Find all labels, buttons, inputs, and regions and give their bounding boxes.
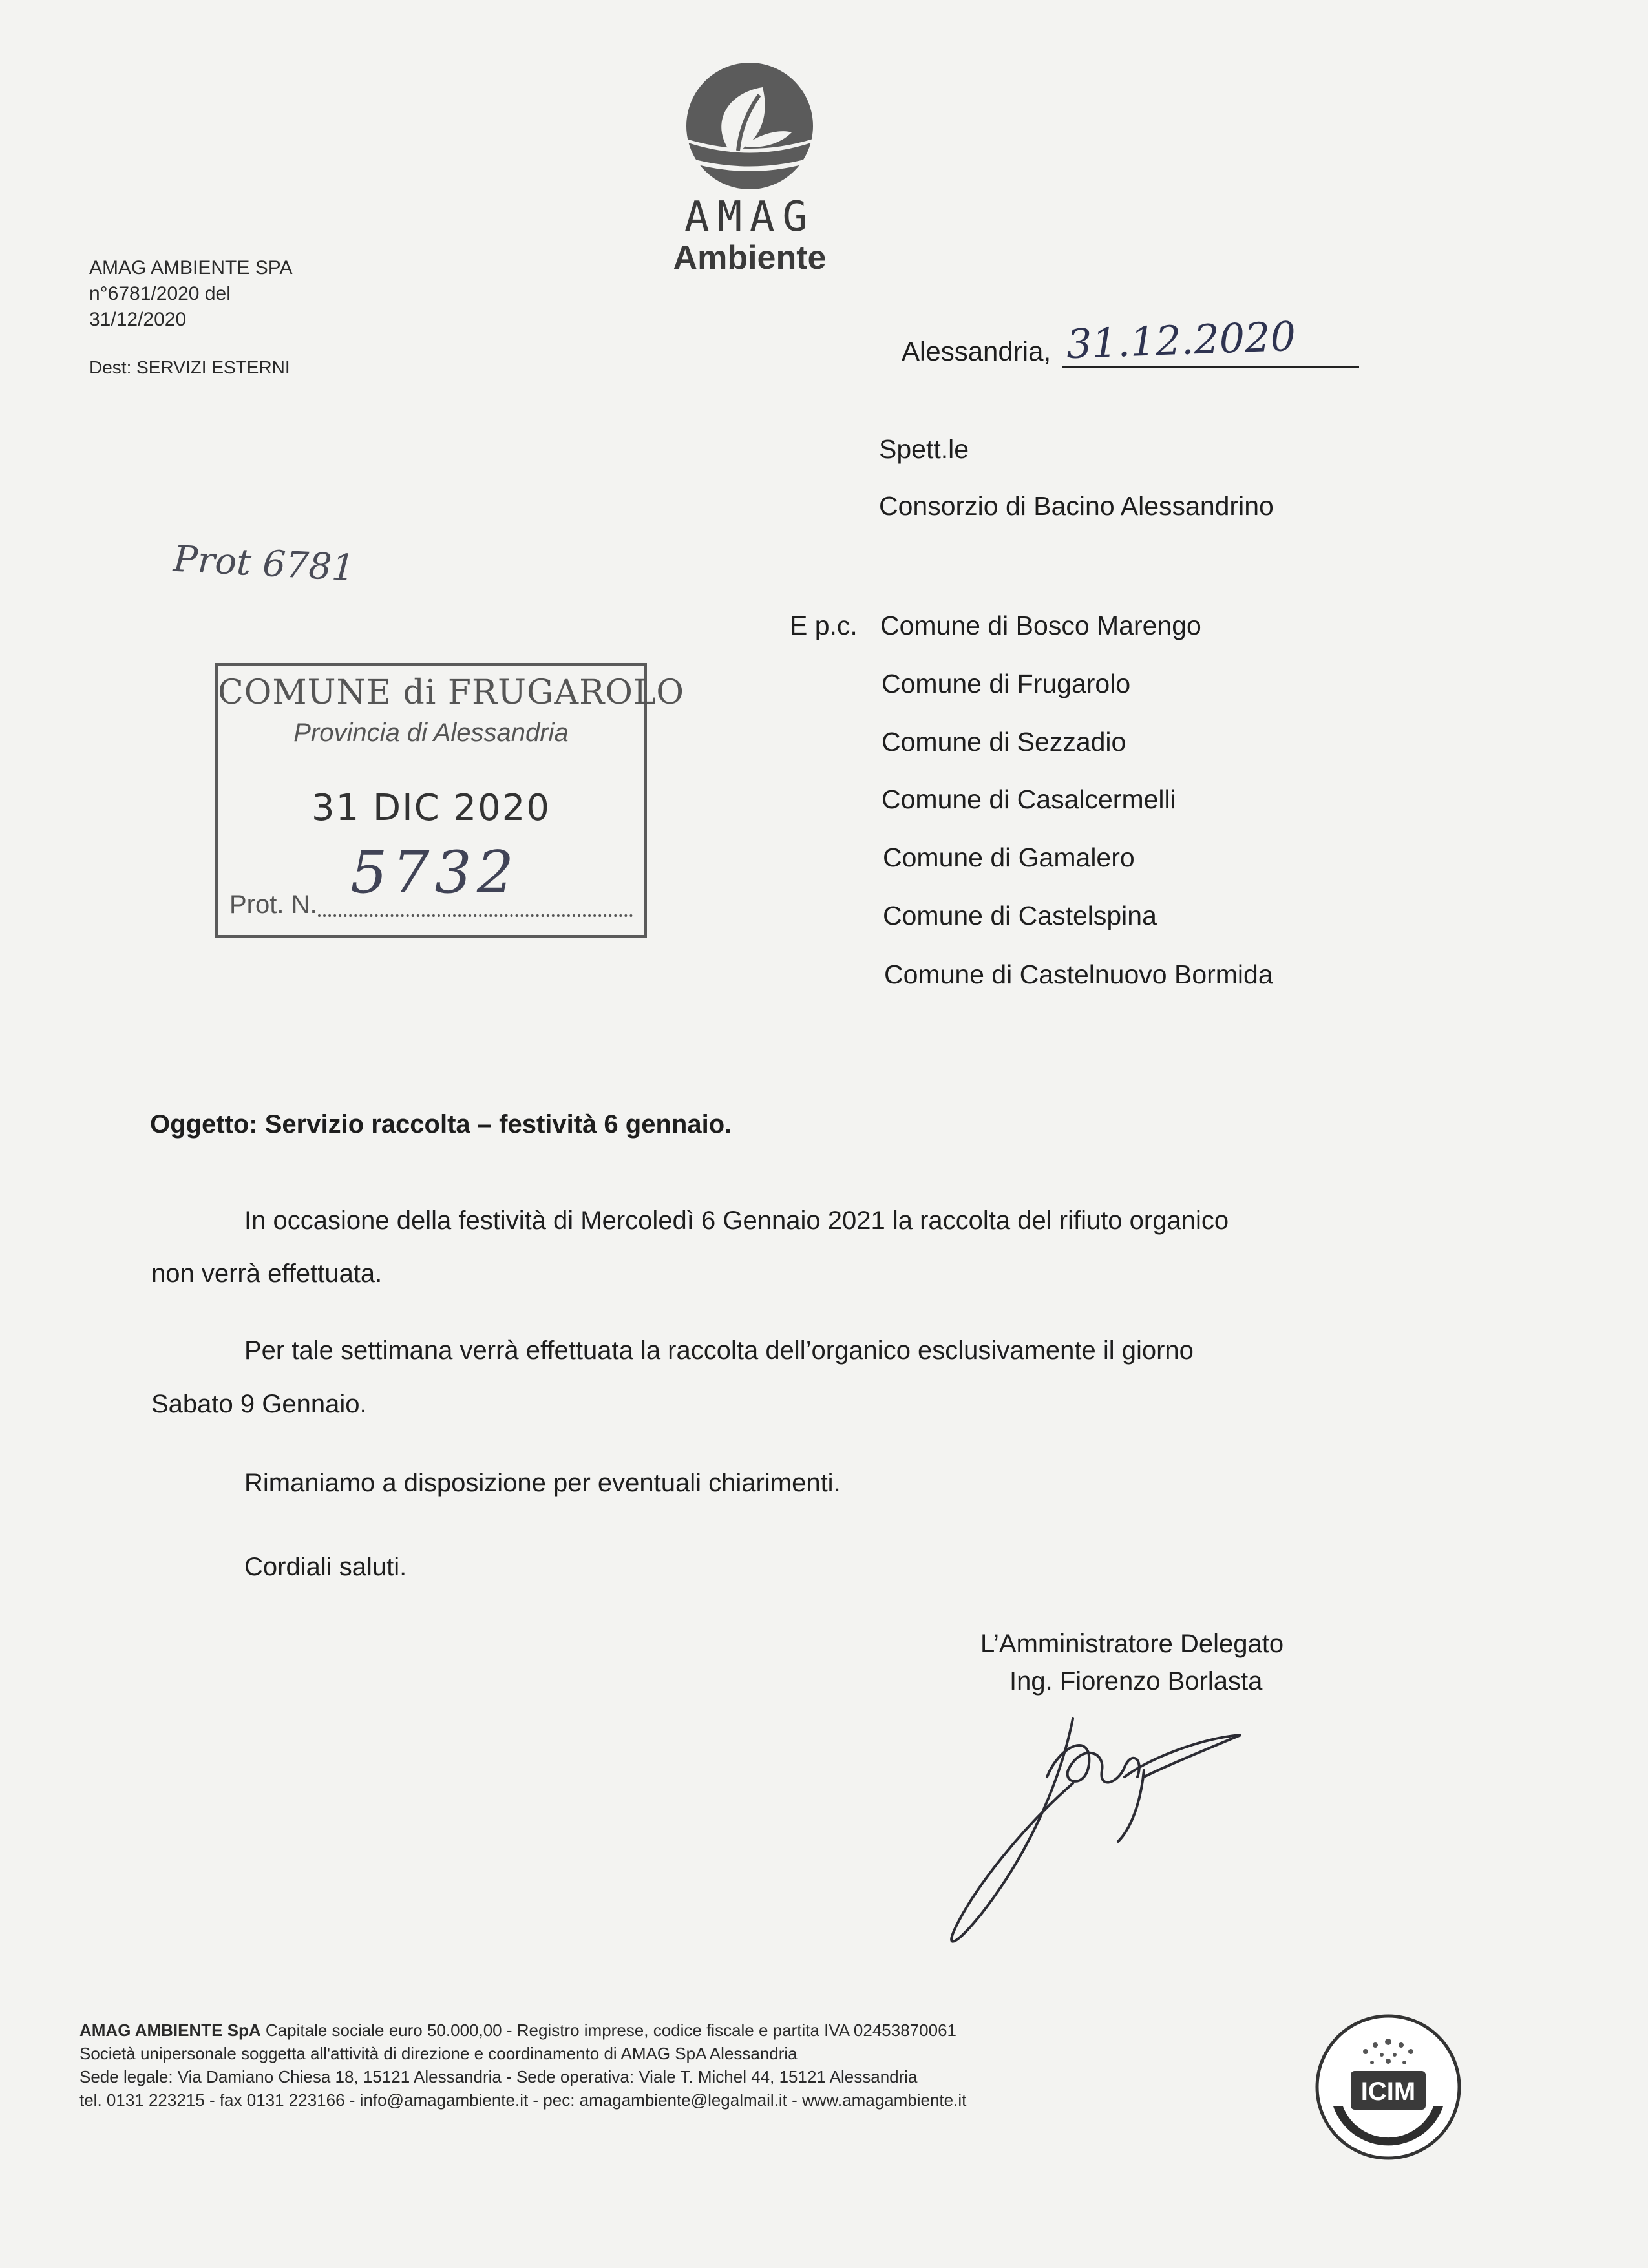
cc-recipient: Comune di Bosco Marengo <box>880 611 1201 640</box>
stamp-dotted-line <box>318 914 633 917</box>
handwritten-date: 31.12.2020 <box>1065 312 1297 368</box>
recipient-office: Dest: SERVIZI ESTERNI <box>89 357 290 377</box>
footer-company: AMAG AMBIENTE SpA <box>79 2021 261 2040</box>
closing: Cordiali saluti. <box>244 1553 407 1581</box>
company-logo <box>659 61 840 276</box>
footer-line-2: Società unipersonale soggetta all'attività di direzione e coordinamento di AMAG SpA Alessandria <box>79 2044 798 2063</box>
cert-label: ICIM <box>1360 2077 1416 2106</box>
signer-role: L’Amministratore Delegato <box>980 1630 1284 1658</box>
cc-label: E p.c. <box>790 611 858 640</box>
cc-recipient: Comune di Gamalero <box>883 843 1135 872</box>
company-footer <box>79 2019 966 2112</box>
stamp-prot-label: Prot. N. <box>229 890 317 919</box>
stamp-handwritten-number: 5732 <box>350 839 520 907</box>
signer-name: Ing. Fiorenzo Borlasta <box>1009 1667 1263 1696</box>
stamp-date: 31 DIC 2020 <box>311 787 551 829</box>
stamp-title: COMUNE di FRUGAROLO <box>218 673 685 712</box>
footer-registration: Capitale sociale euro 50.000,00 - Registro imprese, codice fiscale e partita IVA 02453870061 <box>260 2021 956 2040</box>
handwritten-protocol-note: Prot 6781 <box>172 538 356 590</box>
handwritten-signature <box>931 1706 1293 1958</box>
footer-line-4: tel. 0131 223215 - fax 0131 223166 - info@amagambiente.it - pec: amagambiente@legalmail.it - www.amagambiente.it <box>79 2090 967 2110</box>
logo-wordmark-bottom: Ambiente <box>673 239 827 277</box>
cc-recipient: Comune di Casalcermelli <box>882 784 1176 814</box>
footer-line-3: Sede legale: Via Damiano Chiesa 18, 15121 Alessandria - Sede operativa: Viale T. Michel 44, 15121 Alessandria <box>79 2067 918 2086</box>
cc-recipient: Comune di Sezzadio <box>882 727 1126 757</box>
logo-wordmark-top: AMAG <box>684 193 816 241</box>
letter-subject: Oggetto: Servizio raccolta – festività 6 gennaio. <box>150 1110 732 1139</box>
stamp-province: Provincia di Alessandria <box>293 719 569 747</box>
paragraph-3: Rimaniamo a disposizione per eventuali chiarimenti. <box>244 1469 841 1497</box>
paragraph-1-line-2: non verrà effettuata. <box>151 1259 383 1288</box>
paragraph-2-line-1: Per tale settimana verrà effettuata la raccolta dell’organico esclusivamente il giorno <box>244 1336 1194 1365</box>
certification-seal-icon <box>1311 2010 1466 2165</box>
cc-recipient: Comune di Frugarolo <box>882 669 1131 698</box>
protocol-block <box>89 255 293 333</box>
cc-recipient: Comune di Castelspina <box>883 901 1157 930</box>
place-label: Alessandria, <box>902 336 1051 366</box>
protocol-number: n°6781/2020 del <box>89 283 231 304</box>
footer-line-1 <box>79 2019 966 2042</box>
cc-recipient: Comune di Castelnuovo Bormida <box>884 960 1273 989</box>
paragraph-2-line-2: Sabato 9 Gennaio. <box>151 1390 367 1418</box>
protocol-company: AMAG AMBIENTE SPA <box>89 257 293 278</box>
salutation: Spett.le <box>879 434 969 464</box>
paragraph-1-line-1: In occasione della festività di Mercoledì 6 Gennaio 2021 la raccolta del rifiuto organico <box>244 1206 1229 1235</box>
protocol-date: 31/12/2020 <box>89 309 187 330</box>
leaf-in-circle-icon <box>685 61 814 191</box>
main-recipient: Consorzio di Bacino Alessandrino <box>879 491 1274 521</box>
received-stamp <box>215 663 685 938</box>
